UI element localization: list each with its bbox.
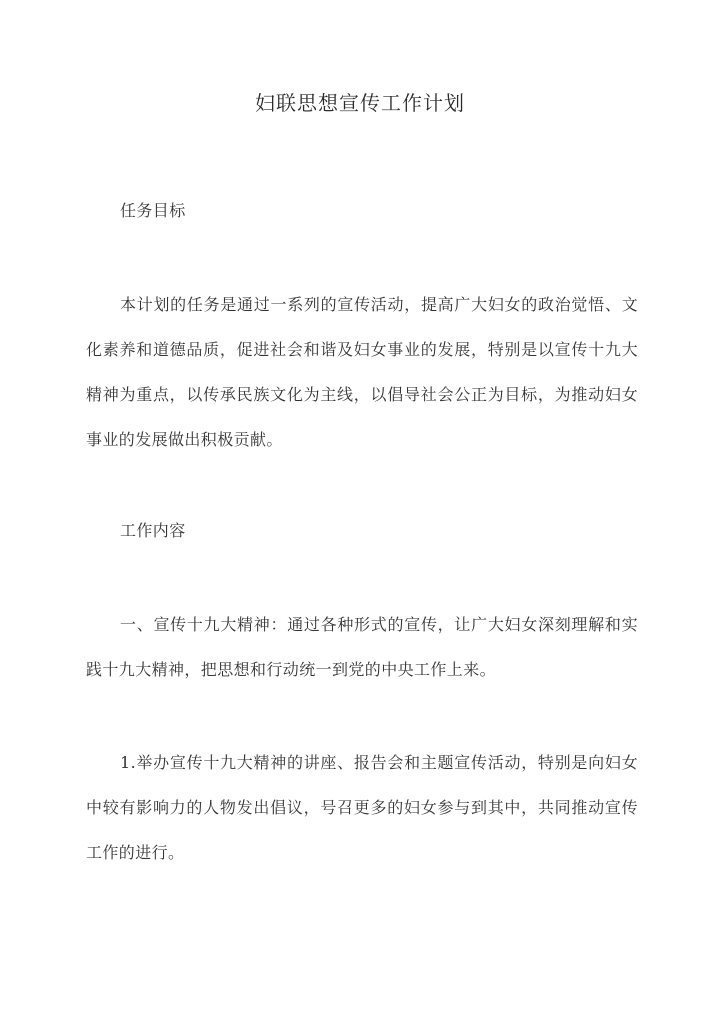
section-heading-goals: 任务目标 (120, 201, 186, 220)
section-heading-content: 工作内容 (120, 521, 186, 540)
paragraph-content-1: 一、宣传十九大精神：通过各种形式的宣传，让广大妇女深刻理解和实践十九大精神，把思想和行动统一到党的中央工作上来。 (86, 615, 638, 679)
paragraph-content-2: 1.举办宣传十九大精神的讲座、报告会和主题宣传活动，特别是向妇女中较有影响力的人物发出倡议，号召更多的妇女参与到其中，共同推动宣传工作的进行。 (86, 753, 638, 862)
paragraph-goals: 本计划的任务是通过一系列的宣传活动，提高广大妇女的政治觉悟、文化素养和道德品质，促进社会和谐及妇女事业的发展，特别是以宣传十九大精神为重点，以传承民族文化为主线，以倡导社会公正为目标，为推动妇女事业的发展做出积极贡献。 (86, 295, 638, 449)
document-title: 妇联思想宣传工作计划 (255, 91, 465, 115)
